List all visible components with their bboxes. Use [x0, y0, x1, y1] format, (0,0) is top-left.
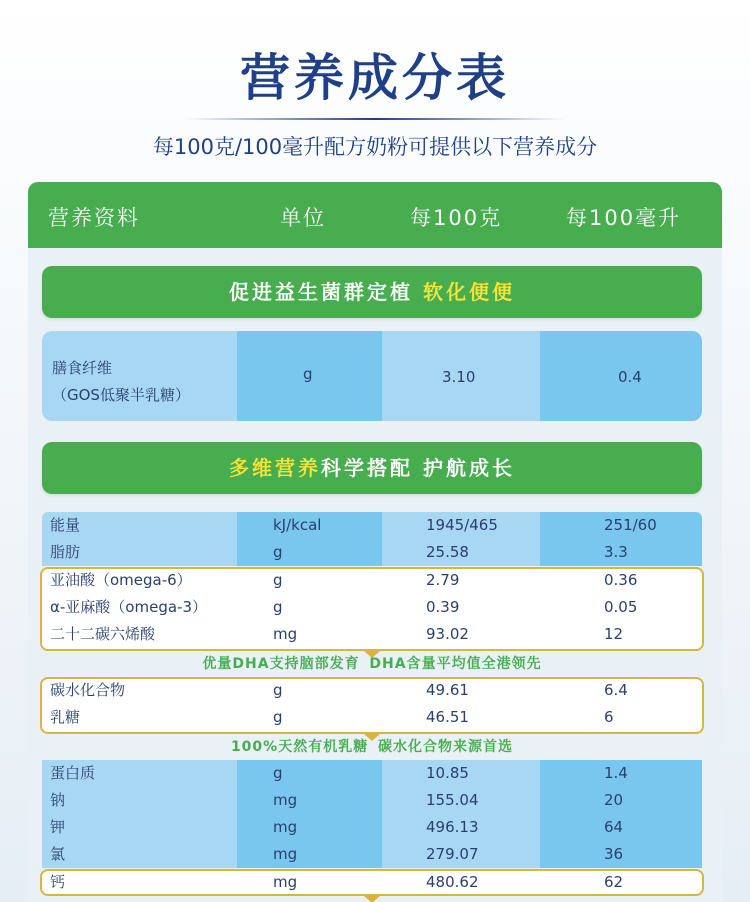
banner-probiotic — [42, 266, 702, 318]
nutrient-per100g: 155.04 — [382, 787, 540, 814]
nutrient-name: 能量 — [42, 512, 237, 539]
nutrient-per100ml: 12 — [604, 625, 624, 643]
nutrient-per100g: 25.58 — [382, 539, 540, 566]
nutrient-name: 乳糖 — [50, 708, 81, 726]
nutrient-unit: mg — [237, 814, 382, 841]
title-divider — [185, 118, 565, 120]
table-row — [42, 512, 702, 539]
lactose-note: 100%天然有机乳糖 碳水化合物来源首选 — [230, 739, 514, 755]
nutrient-name: 氯 — [42, 841, 237, 868]
nutrient-name: 蛋白质 — [42, 760, 237, 787]
nutrient-unit: g — [237, 760, 382, 787]
nutrient-per100g: 0.39 — [426, 598, 460, 616]
banner-nutrition-text: 科学搭配 护航成长 — [321, 456, 515, 480]
table-row — [42, 814, 702, 841]
header-unit: 单位 — [280, 206, 326, 230]
nutrient-unit: g — [273, 598, 283, 616]
fiber-row — [42, 331, 702, 421]
nutrient-per100g: 496.13 — [382, 814, 540, 841]
nutrient-per100g: 2.79 — [426, 571, 460, 589]
table-row — [42, 760, 702, 787]
nutrient-name: 钙 — [50, 873, 66, 891]
nutrient-name: 脂肪 — [42, 539, 237, 566]
fiber-unit: g — [237, 331, 382, 421]
banner-probiotic-text: 促进益生菌群定植 — [229, 280, 423, 304]
nutrient-name: 钠 — [42, 787, 237, 814]
nutrient-unit: g — [273, 708, 283, 726]
nutrient-per100ml: 6.4 — [604, 681, 628, 699]
nutrient-per100g: 480.62 — [426, 873, 479, 891]
fiber-name-line2: （GOS低聚半乳糖） — [52, 386, 190, 404]
nutrient-name: 钾 — [42, 814, 237, 841]
nutrient-unit: mg — [237, 841, 382, 868]
nutrient-per100g: 10.85 — [382, 760, 540, 787]
nutrient-per100g: 49.61 — [426, 681, 469, 699]
nutrient-per100ml: 64 — [540, 814, 702, 841]
nutrient-name: 碳水化合物 — [50, 681, 126, 699]
nutrient-name: α-亚麻酸（omega-3） — [50, 598, 207, 616]
nutrient-unit: mg — [273, 625, 298, 643]
nutrient-per100ml: 3.3 — [540, 539, 702, 566]
nutrient-unit: mg — [273, 873, 298, 891]
nutrient-name: 亚油酸（omega-6） — [50, 571, 192, 589]
table-row — [42, 869, 702, 896]
fiber-name — [42, 331, 237, 421]
table-header — [28, 182, 722, 248]
header-per100ml: 每100毫升 — [566, 206, 682, 230]
table-row — [42, 704, 702, 731]
table-row — [42, 677, 702, 704]
page-title: 营养成分表 — [240, 49, 510, 107]
fiber-per100g: 3.10 — [382, 331, 540, 421]
nutrient-unit: g — [237, 539, 382, 566]
table-row — [42, 841, 702, 868]
nutrient-unit: g — [273, 571, 283, 589]
nutrient-per100ml: 0.05 — [604, 598, 638, 616]
fiber-name-line1: 膳食纤维 — [52, 359, 113, 377]
nutrient-per100ml: 251/60 — [540, 512, 702, 539]
nutrient-per100ml: 1.4 — [540, 760, 702, 787]
nutrient-per100ml: 6 — [604, 708, 614, 726]
banner-probiotic-highlight: 软化便便 — [422, 280, 515, 304]
nutrient-per100g: 279.07 — [382, 841, 540, 868]
table-row — [42, 594, 702, 621]
dha-note: 优量DHA支持脑部发育 DHA含量平均值全港领先 — [202, 656, 542, 672]
nutrient-per100ml: 36 — [540, 841, 702, 868]
nutrient-per100g: 46.51 — [426, 708, 469, 726]
nutrient-per100g: 1945/465 — [382, 512, 540, 539]
header-nutrient: 营养资料 — [48, 206, 140, 230]
header-per100g: 每100克 — [410, 206, 503, 230]
table-row — [42, 787, 702, 814]
nutrient-unit: mg — [237, 787, 382, 814]
fiber-per100ml: 0.4 — [540, 331, 702, 421]
table-row — [42, 567, 702, 594]
nutrient-per100ml: 20 — [540, 787, 702, 814]
nutrient-per100ml: 0.36 — [604, 571, 638, 589]
nutrient-per100g: 93.02 — [426, 625, 469, 643]
banner-nutrition-highlight: 多维营养 — [229, 456, 322, 480]
nutrient-unit: kJ/kcal — [237, 512, 382, 539]
banner-nutrition — [42, 442, 702, 494]
nutrient-name: 二十二碳六烯酸 — [50, 625, 156, 643]
page-subtitle: 每100克/100毫升配方奶粉可提供以下营养成分 — [152, 135, 598, 159]
calcium-pointer — [364, 896, 380, 902]
table-row — [42, 621, 702, 648]
table-row — [42, 539, 702, 566]
nutrient-unit: g — [273, 681, 283, 699]
nutrient-per100ml: 62 — [604, 873, 624, 891]
